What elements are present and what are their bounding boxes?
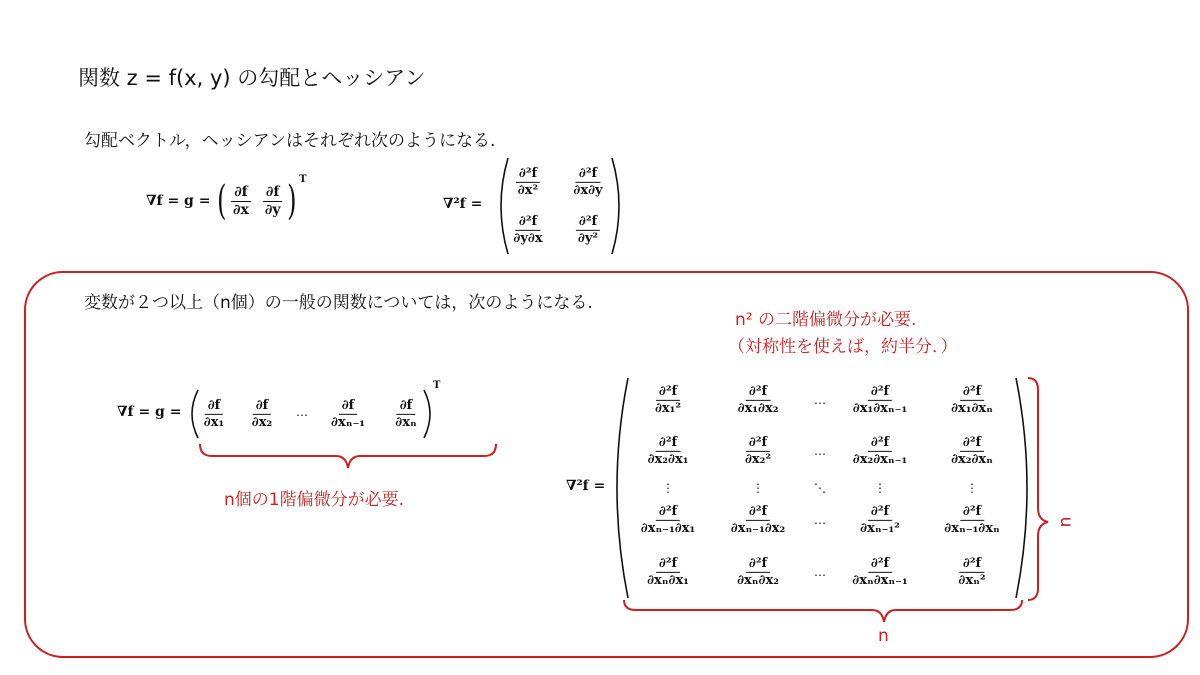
hessian-under-brace [624,600,1022,622]
gradient-nvar-ellipsis: … [296,405,308,419]
gradient-nvar-term: $\frac{\partial f}{\text{∂xₙ}}$ [395,397,417,430]
hessian-2var-right-paren [612,158,619,254]
hessian-2var-cell: $\frac{\text{∂²f}}{\partial x\partial y}$ [573,165,603,198]
hessian-nvar-right-paren [1016,378,1027,598]
hessian-nvar-cell: $\frac{\text{∂²f}}{\text{∂x₂∂xₙ₋₁}}$ [852,434,908,467]
hessian-nvar-cell: $\frac{\text{∂²f}}{\text{∂xₙ₋₁²}}$ [860,503,900,536]
page-title: 関数 z = f(x, y) の勾配とヘッシアン [78,66,426,90]
gradient-nvar-term: $\frac{\partial f}{\text{∂xₙ₋₁}}$ [331,397,365,430]
gradient-nvar-left-paren [192,390,198,438]
hessian-nvar-cell: $\frac{\text{∂²f}}{\text{∂x₁∂xₙ₋₁}}$ [852,383,908,416]
hessian-nvar-cell: $\frac{\text{∂²f}}{\text{∂xₙ∂x₂}}$ [737,555,779,588]
first-order-annotation: n個の1階偏微分が必要. [224,490,404,510]
second-order-annotation-line1: n² の二階偏微分が必要. [735,310,917,330]
gradient-nvar-right-paren [424,390,430,438]
fraction-df-dx: $\frac{\partial f}{\partial x}$ [233,183,249,218]
hessian-nvar-cell: $\frac{\text{∂²f}}{\text{∂x₁∂x₂}}$ [737,383,779,416]
left-paren: ( [217,178,227,224]
hessian-right-n-label: n [1055,516,1076,528]
intro-text: 勾配ベクトル，ヘッシアンはそれぞれ次のようになる. [84,131,496,151]
fraction-df-dy: $\frac{\partial f}{\partial y}$ [264,183,281,218]
hessian-nvar-ellipsis: ⋮ [662,481,674,495]
hessian-nvar-cell: $\frac{\text{∂²f}}{\text{∂xₙ₋₁∂xₙ}}$ [944,503,1000,536]
hessian-nvar-ellipsis: … [814,565,826,579]
hessian-nvar-left-paren [617,378,628,598]
hessian-2var-lhs: ∇²f = [443,196,483,212]
hessian-nvar-ellipsis: ⋱ [814,481,826,495]
general-case-text: 変数が２つ以上（n個）の一般の関数については，次のようになる. [84,293,593,313]
hessian-nvar-cell: $\frac{\text{∂²f}}{\text{∂x₁²}}$ [654,383,682,416]
right-paren: ) [286,178,296,224]
hessian-nvar-cell: $\frac{\text{∂²f}}{\text{∂xₙ₋₁∂x₂}}$ [730,503,786,536]
hessian-right-brace [1028,378,1048,600]
second-order-annotation-line2: （対称性を使えば，約半分．） [728,337,958,357]
hessian-nvar-ellipsis: … [814,444,826,458]
hessian-nvar-cell: $\frac{\text{∂²f}}{\text{∂x₂∂x₁}}$ [647,434,689,467]
hessian-nvar-ellipsis: ⋮ [874,481,886,495]
gradient-underbrace [200,444,496,468]
hessian-nvar-cell: $\frac{\text{∂²f}}{\text{∂x₂∂xₙ}}$ [951,434,993,467]
general-case-box [25,272,1188,657]
hessian-2var-left-paren [501,158,508,254]
gradient-nvar-term: $\frac{\partial f}{\text{∂x₁}}$ [203,397,225,430]
hessian-nvar-cell: $\frac{\text{∂²f}}{\text{∂xₙ₋₁∂x₁}}$ [640,503,696,536]
hessian-nvar-ellipsis: … [814,393,826,407]
hessian-nvar-ellipsis: … [814,513,826,527]
hessian-nvar-cell: $\frac{\text{∂²f}}{\text{∂x₂²}}$ [744,434,772,467]
hessian-nvar-cell: $\frac{\text{∂²f}}{\text{∂xₙ∂x₁}}$ [647,555,689,588]
hessian-2var-cell: $\frac{\text{∂²f}}{\partial y\partial x}$ [513,213,543,246]
gradient-nvar-lhs: ∇f = g = [117,404,182,420]
hessian-nvar-lhs: ∇²f = [566,478,606,494]
hessian-nvar-ellipsis: ⋮ [752,481,764,495]
hessian-2var-cell: $\frac{\text{∂²f}}{\text{∂y²}}$ [575,215,601,245]
gradient-nvar-transpose: T [433,380,441,391]
hessian-nvar-ellipsis: ⋮ [966,481,978,495]
hessian-nvar-cell: $\frac{\text{∂²f}}{\text{∂x₁∂xₙ}}$ [951,383,993,416]
gradient-nvar-term: $\frac{\partial f}{\text{∂x₂}}$ [251,397,273,430]
hessian-nvar-cell: $\frac{\text{∂²f}}{\text{∂xₙ∂xₙ₋₁}}$ [852,555,908,588]
transpose-mark: T [299,174,307,185]
hessian-nvar-cell: $\frac{\text{∂²f}}{\text{∂xₙ²}}$ [958,555,986,588]
gradient-2var-lhs: ∇f = g = [146,193,211,209]
hessian-2var-cell: $\frac{\text{∂²f}}{\text{∂x²}}$ [517,165,539,198]
hessian-bottom-n-label: n [878,626,889,646]
